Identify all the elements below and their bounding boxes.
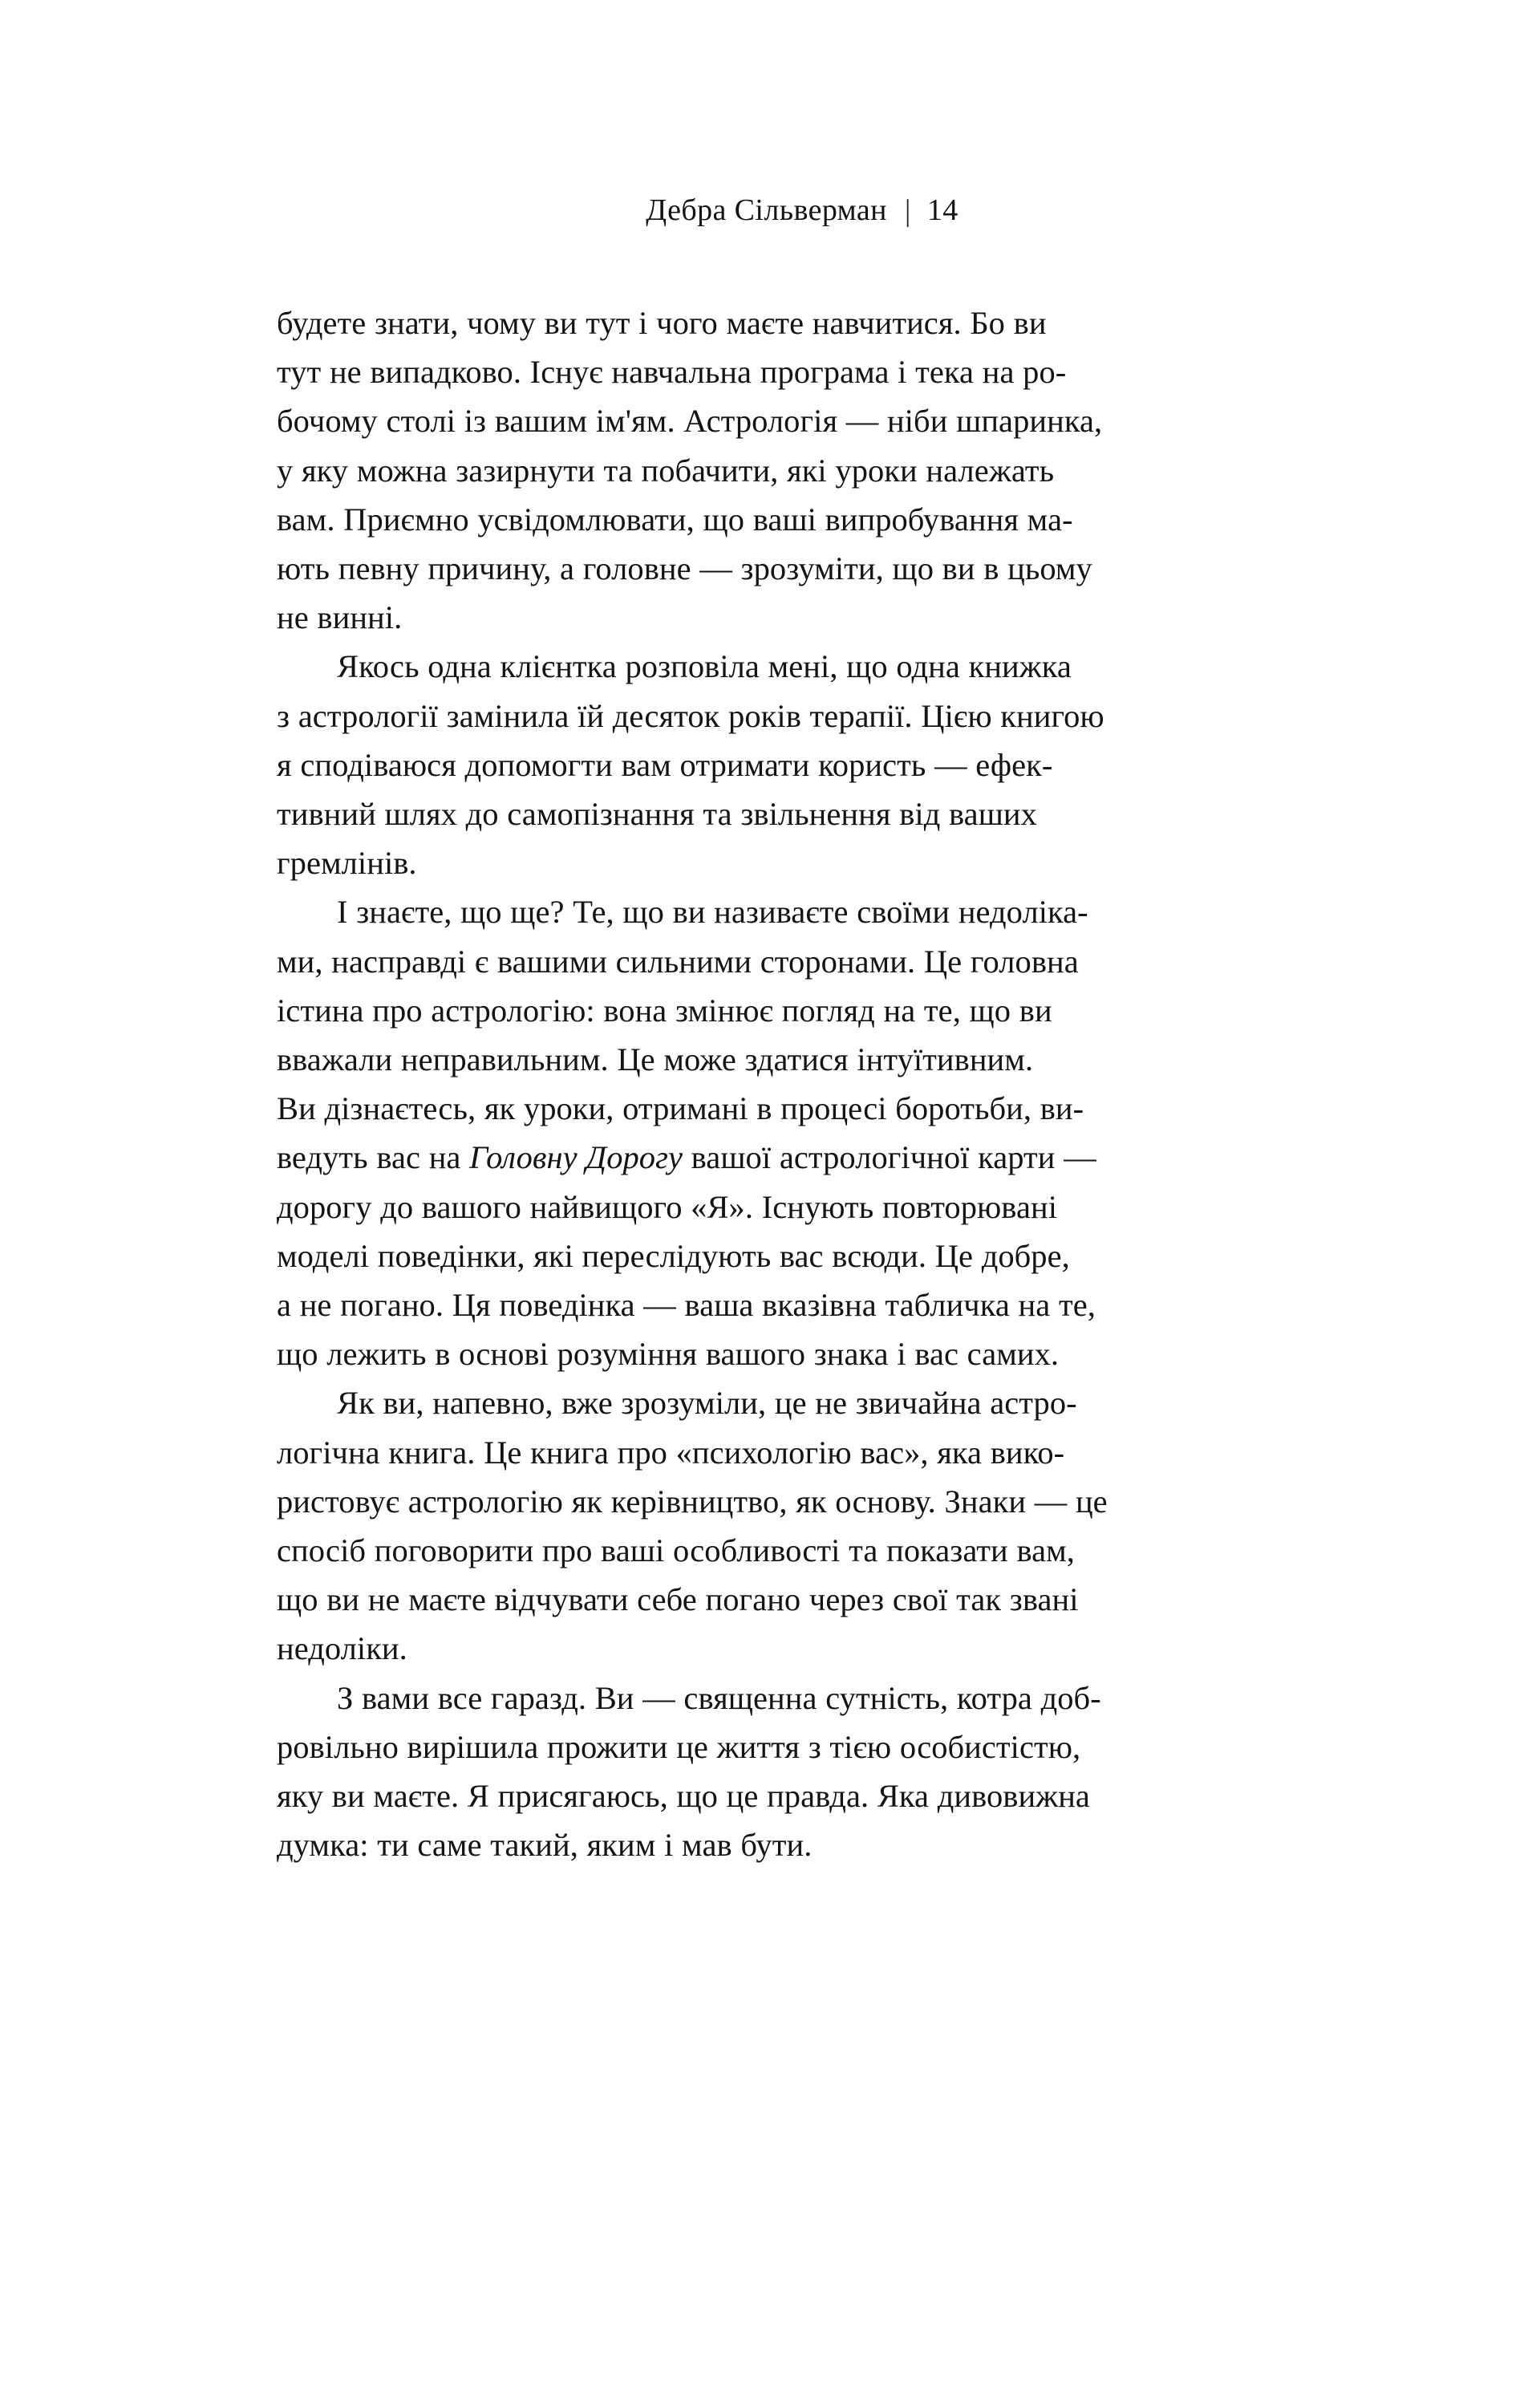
text-line: ристовує астрологію як керівництво, як основу. Знаки — це [277,1483,1108,1520]
text-line: не винні. [277,599,403,636]
text-line: З вами все гаразд. Ви — священна сутність, котра доб- [337,1679,1101,1716]
text-line: Якось одна клієнтка розповіла мені, що одна книжка [337,648,1072,685]
paragraph-4 [277,1378,1329,1673]
text-line: ровільно вирішила прожити це життя з тією особистістю, [277,1728,1081,1765]
running-head [277,193,1327,229]
paragraph-3 [277,887,1329,1378]
text-line: з астрології замінила їй десяток років терапії. Цією книгою [277,697,1104,734]
text-line: бочому столі із вашим ім'ям. Астрологія — ніби шпаринка, [277,403,1103,440]
text-line: дорогу до вашого найвищого «Я». Існують повторювані [277,1188,1058,1225]
text-line: істина про астрологію: вона змінює погляд на те, що ви [277,992,1052,1029]
text-line: а не погано. Ця поведінка — ваша вказівна табличка на те, [277,1287,1096,1324]
text-line: ють певну причину, а головне — зрозуміти, що ви в цьому [277,550,1092,587]
text-line: І знаєте, що ще? Те, що ви називаєте своїми недоліка- [337,894,1088,931]
text-line: у яку можна зазирнути та побачити, які уроки належать [277,452,1055,489]
running-head-author: Дебра Сільверман [646,193,887,227]
text-line: недоліки. [277,1630,407,1667]
text-line: гремлінів. [277,845,417,882]
text-line: яку ви маєте. Я присягаюсь, що це правда. Яка дивовижна [277,1778,1090,1815]
text-line: вважали неправильним. Це може здатися інтуїтивним. [277,1041,1034,1078]
paragraph-5 [277,1674,1329,1870]
text-line: тут не випадково. Існує навчальна програма і тека на ро- [277,354,1067,391]
text-line: думка: ти саме такий, яким і мав бути. [277,1827,813,1864]
text-line: що ви не маєте відчувати себе погано через свої так звані [277,1581,1079,1618]
italic-phrase: Головну Дорогу [469,1139,683,1176]
text-line: логічна книга. Це книга про «психологію вас», яка вико- [277,1434,1065,1471]
body-textblock [277,298,1329,1870]
text-line: що лежить в основі розуміння вашого знака і вас самих. [277,1336,1060,1373]
text-line: моделі поведінки, які переслідують вас всюди. Це добре, [277,1237,1070,1274]
text-line: тивний шлях до самопізнання та звільнення від ваших [277,796,1037,833]
text-line: вам. Приємно усвідомлювати, що ваші випробування ма- [277,501,1073,538]
running-head-separator: | [904,194,911,228]
text-line: Ви дізнаєтесь, як уроки, отримані в процесі боротьби, ви- [277,1090,1084,1127]
text-line: я сподіваюся допомогти вам отримати користь — ефек- [277,746,1053,783]
paragraph-1 [277,298,1329,642]
text-line-with-italic: ведуть вас на Головну Дорогу вашої астрологічної карти — [277,1139,1096,1176]
paragraph-2 [277,642,1329,887]
text-line: Як ви, напевно, вже зрозуміли, це не звичайна астро- [337,1385,1077,1422]
text-line: ми, насправді є вашими сильними сторонами. Це головна [277,943,1079,980]
text-line: спосіб поговорити про ваші особливості та показати вам, [277,1532,1075,1569]
text-line: будете знати, чому ви тут і чого маєте навчитися. Бо ви [277,305,1047,341]
page-number: 14 [926,193,958,227]
